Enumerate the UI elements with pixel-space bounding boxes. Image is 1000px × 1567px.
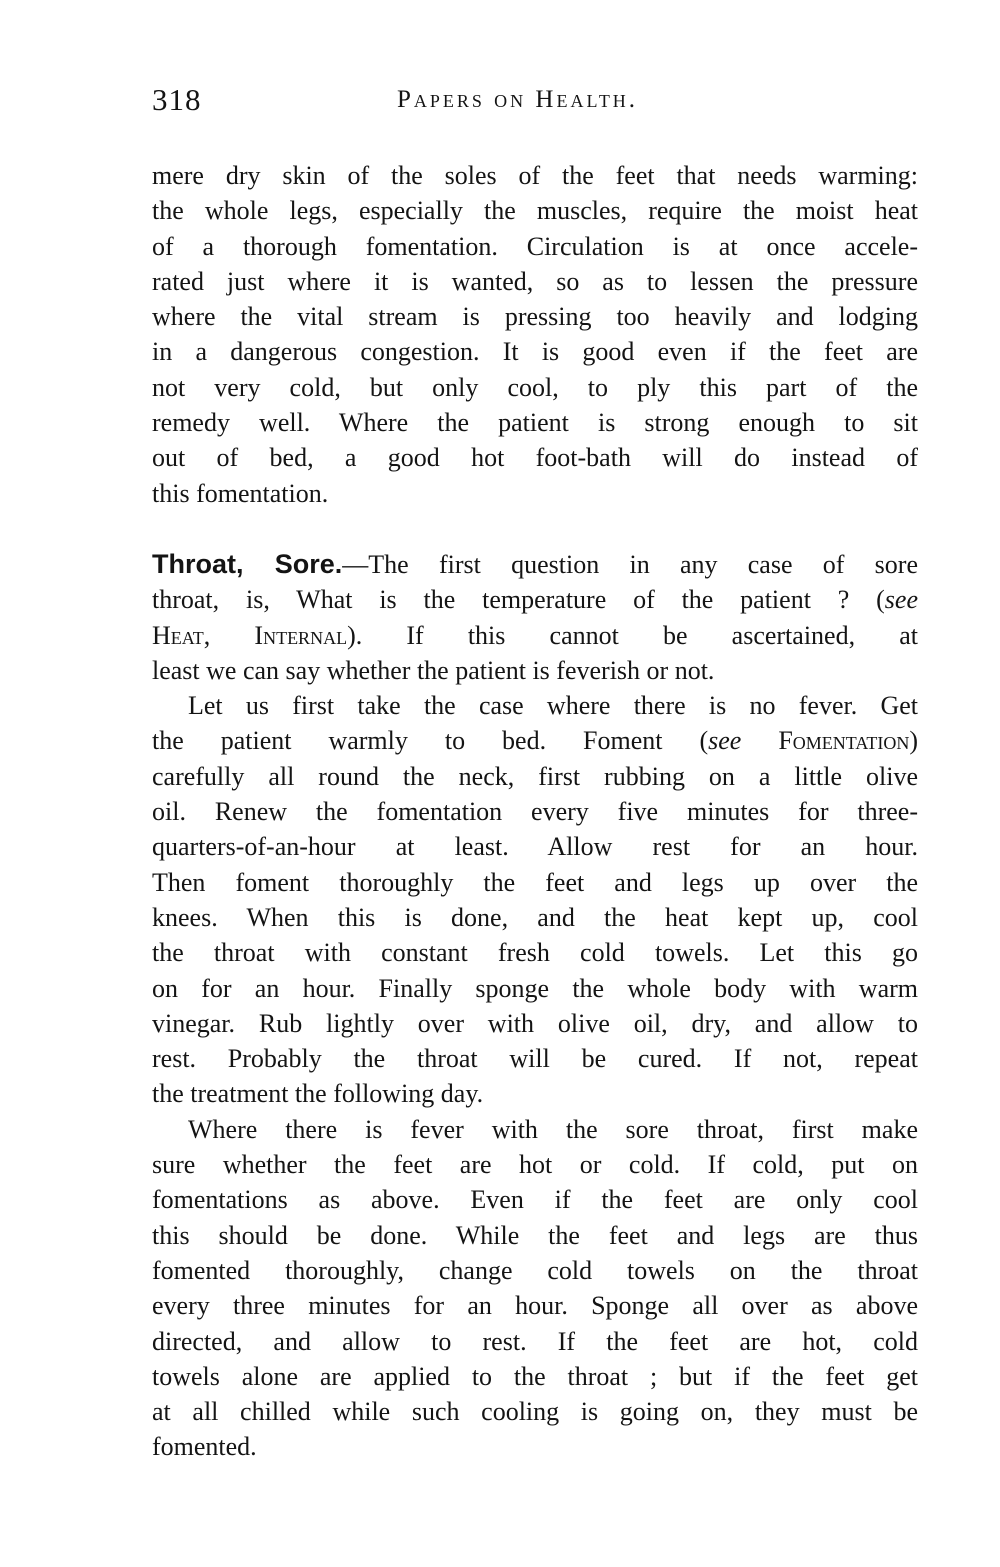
text-line: this fomentation.: [152, 478, 329, 508]
text-line: mere dry skin of the soles of the feet that needs warming:: [152, 161, 918, 190]
text-line: [152, 582, 918, 617]
text-line: rest. Probably the throat will be cured. If not, repeat: [152, 1044, 918, 1074]
cross-reference: Heat, Internal: [152, 620, 348, 650]
text-line: fomentations as above. Even if the feet are only cool: [152, 1185, 918, 1215]
paragraph-start-line: Let us first take the case where there is no fever. Get: [188, 691, 918, 721]
cross-reference: Fomentation: [778, 726, 910, 756]
running-head: [152, 82, 922, 126]
see-reference: see: [884, 585, 918, 615]
text-line: out of bed, a good hot foot-bath will do instead of: [152, 443, 918, 473]
entry-text: ). If this cannot be ascertained, at: [347, 620, 918, 650]
text-line: vinegar. Rub lightly over with olive oil, dry, and allow to: [152, 1008, 918, 1038]
continuation-paragraph: [152, 158, 918, 511]
see-reference: see: [708, 726, 742, 756]
entry-text: —The first question in any case of sore: [342, 550, 918, 579]
text-line: every three minutes for an hour. Sponge all over as above: [152, 1291, 918, 1321]
text-line: on for an hour. Finally sponge the whole body with warm: [152, 973, 918, 1003]
text-line: Then foment thoroughly the feet and legs up over the: [152, 867, 918, 897]
entry-text: throat, is, What is the temperature of the patient ? (: [152, 585, 885, 615]
entry-text: ): [909, 726, 918, 756]
text-line: quarters-of-an-hour at least. Allow rest for an hour.: [152, 832, 918, 862]
text-line: of a thorough fomentation. Circulation is at once accele-: [152, 231, 918, 261]
page-number: 318: [152, 82, 202, 117]
text-line: the throat with constant fresh cold towels. Let this go: [152, 938, 918, 968]
text-line: directed, and allow to rest. If the feet are hot, cold: [152, 1326, 918, 1356]
text-line: towels alone are applied to the throat ; but if the feet get: [152, 1361, 918, 1391]
text-line: at all chilled while such cooling is going on, they must be: [152, 1397, 918, 1427]
text-line: the treatment the following day.: [152, 1079, 484, 1109]
text-line: this should be done. While the feet and legs are thus: [152, 1220, 918, 1250]
entry-first-line: [152, 547, 918, 582]
entry-text: the patient warmly to bed. Foment (: [152, 726, 709, 756]
text-line: least we can say whether the patient is feverish or not.: [152, 655, 715, 685]
text-line: oil. Renew the fomentation every five minutes for three-: [152, 797, 918, 827]
text-line: where the vital stream is pressing too heavily and lodging: [152, 302, 918, 332]
running-title: Papers on Health.: [397, 86, 639, 113]
entry-heading: Throat, Sore.: [152, 549, 343, 579]
text-line: fomented.: [152, 1432, 257, 1462]
throat-sore-entry: [152, 547, 918, 1465]
text-line: fomented thoroughly, change cold towels on the throat: [152, 1255, 918, 1285]
text-line: the whole legs, especially the muscles, require the moist heat: [152, 196, 918, 226]
text-line: remedy well. Where the patient is strong enough to sit: [152, 408, 918, 438]
text-line: sure whether the feet are hot or cold. If cold, put on: [152, 1150, 918, 1180]
text-line: rated just where it is wanted, so as to lessen the pressure: [152, 266, 918, 296]
text-line: in a dangerous congestion. It is good even if the feet are: [152, 337, 918, 367]
text-line: [152, 723, 918, 758]
text-line: not very cold, but only cool, to ply this part of the: [152, 372, 918, 402]
paragraph-start-line: Where there is fever with the sore throat, first make: [188, 1114, 918, 1144]
text-line: [152, 618, 918, 653]
text-line: carefully all round the neck, first rubbing on a little olive: [152, 761, 918, 791]
text-line: knees. When this is done, and the heat kept up, cool: [152, 902, 918, 932]
